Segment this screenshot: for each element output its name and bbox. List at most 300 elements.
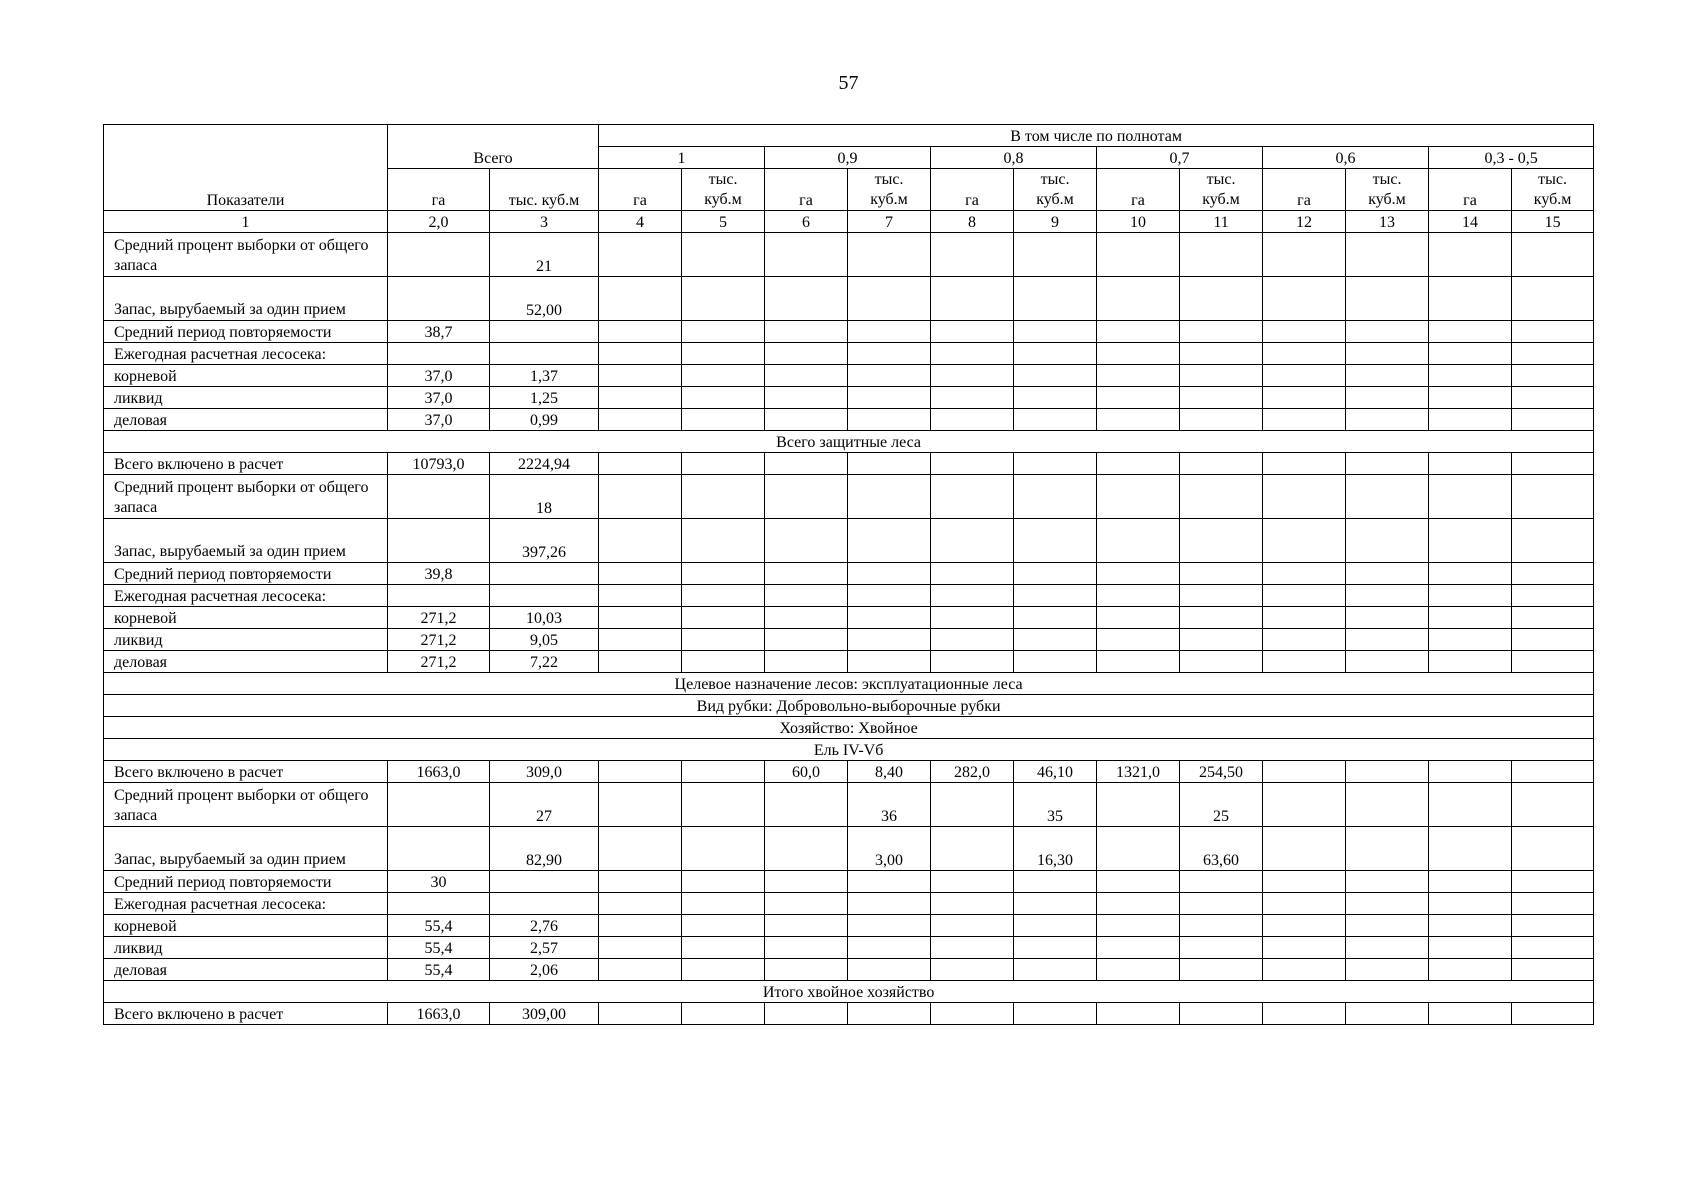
- unit-volume: [1014, 169, 1097, 211]
- table-cell: [1180, 959, 1263, 981]
- row-label: корневой: [104, 365, 388, 387]
- table-cell: [1014, 519, 1097, 563]
- table-cell: [1512, 871, 1594, 893]
- table-cell: [1263, 277, 1346, 321]
- table-cell: 254,50: [1180, 761, 1263, 783]
- table-cell: 1663,0: [388, 761, 490, 783]
- table-cell: [388, 233, 490, 277]
- table-cell: [682, 563, 765, 585]
- table-cell: [1512, 277, 1594, 321]
- row-label: Запас, вырубаемый за один прием: [104, 277, 388, 321]
- table-cell: [1014, 607, 1097, 629]
- table-cell: [931, 871, 1014, 893]
- table-cell: [765, 233, 848, 277]
- row-label: Ежегодная расчетная лесосека:: [104, 343, 388, 365]
- table-cell: [931, 233, 1014, 277]
- table-cell: [1014, 915, 1097, 937]
- table-cell: [1263, 343, 1346, 365]
- table-cell: [1429, 651, 1512, 673]
- row-label: деловая: [104, 959, 388, 981]
- table-cell: [1097, 1003, 1180, 1025]
- table-cell: [599, 915, 682, 937]
- table-cell: [931, 277, 1014, 321]
- column-number: 13: [1346, 211, 1429, 233]
- table-cell: [1180, 1003, 1263, 1025]
- row-label: Средний период повторяемости: [104, 321, 388, 343]
- unit-volume: [1512, 169, 1594, 211]
- row-label: Ежегодная расчетная лесосека:: [104, 893, 388, 915]
- table-cell: [1180, 585, 1263, 607]
- table-cell: [848, 365, 931, 387]
- table-cell: [1346, 475, 1429, 519]
- table-cell: [682, 629, 765, 651]
- table-cell: [1263, 453, 1346, 475]
- table-cell: [1097, 937, 1180, 959]
- table-cell: [682, 871, 765, 893]
- table-cell: [1180, 937, 1263, 959]
- table-cell: [682, 343, 765, 365]
- table-cell: [765, 519, 848, 563]
- table-cell: 21: [490, 233, 599, 277]
- section-row: [104, 981, 1594, 1003]
- table-cell: [1014, 365, 1097, 387]
- table-cell: [1180, 629, 1263, 651]
- table-cell: [1429, 871, 1512, 893]
- row-label: Средний процент выборки от общего запаса: [104, 783, 388, 827]
- unit-ha: га: [931, 169, 1014, 211]
- table-cell: 46,10: [1014, 761, 1097, 783]
- table-cell: [1263, 585, 1346, 607]
- table-cell: [1429, 409, 1512, 431]
- section-title: Всего защитные леса: [104, 431, 1594, 453]
- table-cell: [490, 871, 599, 893]
- table-cell: [931, 959, 1014, 981]
- table-cell: [931, 475, 1014, 519]
- table-cell: 271,2: [388, 629, 490, 651]
- table-cell: [765, 651, 848, 673]
- table-row: [104, 453, 1594, 475]
- table-cell: [1429, 277, 1512, 321]
- row-label: деловая: [104, 409, 388, 431]
- table-cell: [1014, 959, 1097, 981]
- table-cell: [1512, 893, 1594, 915]
- table-cell: [1097, 585, 1180, 607]
- unit-volume-top: тыс.: [874, 171, 904, 188]
- table-cell: [931, 321, 1014, 343]
- table-row: [104, 959, 1594, 981]
- table-cell: [1263, 563, 1346, 585]
- table-cell: [1263, 629, 1346, 651]
- table-cell: [931, 343, 1014, 365]
- unit-volume: [682, 169, 765, 211]
- table-cell: [765, 277, 848, 321]
- unit-ha-total: га: [388, 169, 490, 211]
- table-cell: [599, 409, 682, 431]
- table-cell: [682, 959, 765, 981]
- table-cell: [1180, 871, 1263, 893]
- table-cell: [1512, 409, 1594, 431]
- unit-volume-bottom: куб.м: [870, 191, 908, 208]
- table-cell: [1512, 475, 1594, 519]
- table-cell: [1263, 607, 1346, 629]
- table-cell: 309,00: [490, 1003, 599, 1025]
- table-cell: [388, 519, 490, 563]
- table-cell: [1346, 585, 1429, 607]
- table-cell: [599, 607, 682, 629]
- table-row: [104, 233, 1594, 277]
- table-row: [104, 893, 1594, 915]
- row-label: ликвид: [104, 629, 388, 651]
- table-cell: [1346, 651, 1429, 673]
- row-label: Средний процент выборки от общего запаса: [104, 233, 388, 277]
- table-cell: [490, 585, 599, 607]
- table-cell: [599, 585, 682, 607]
- unit-ha: га: [1429, 169, 1512, 211]
- table-cell: 18: [490, 475, 599, 519]
- table-cell: [848, 387, 931, 409]
- table-cell: [931, 563, 1014, 585]
- table-cell: 35: [1014, 783, 1097, 827]
- unit-volume-bottom: куб.м: [1202, 191, 1240, 208]
- table-cell: 38,7: [388, 321, 490, 343]
- table-cell: [1180, 893, 1263, 915]
- table-cell: [1346, 783, 1429, 827]
- table-cell: [1097, 563, 1180, 585]
- table-cell: 2,76: [490, 915, 599, 937]
- table-cell: [1180, 453, 1263, 475]
- table-cell: 37,0: [388, 387, 490, 409]
- table-cell: [682, 827, 765, 871]
- table-cell: [1097, 475, 1180, 519]
- table-cell: 2,06: [490, 959, 599, 981]
- table-cell: [848, 277, 931, 321]
- row-label: ликвид: [104, 937, 388, 959]
- table-cell: [1097, 387, 1180, 409]
- table-cell: [599, 783, 682, 827]
- table-cell: [1014, 937, 1097, 959]
- table-cell: [1512, 651, 1594, 673]
- table-cell: [848, 519, 931, 563]
- table-cell: [848, 871, 931, 893]
- density-03-05-header: 0,3 - 0,5: [1429, 147, 1594, 169]
- table-cell: [848, 915, 931, 937]
- table-cell: [1097, 959, 1180, 981]
- table-cell: 10,03: [490, 607, 599, 629]
- table-cell: [931, 629, 1014, 651]
- table-cell: [1429, 761, 1512, 783]
- table-cell: [1346, 563, 1429, 585]
- table-cell: [1429, 937, 1512, 959]
- table-cell: [1014, 387, 1097, 409]
- table-cell: [490, 563, 599, 585]
- by-density-header: В том числе по полнотам: [599, 125, 1594, 147]
- section-row: [104, 739, 1594, 761]
- table-cell: [848, 629, 931, 651]
- table-cell: [931, 1003, 1014, 1025]
- table-cell: [490, 321, 599, 343]
- table-cell: [1097, 651, 1180, 673]
- table-cell: [599, 563, 682, 585]
- table-cell: [1014, 233, 1097, 277]
- table-cell: [931, 453, 1014, 475]
- row-label: Средний период повторяемости: [104, 563, 388, 585]
- table-cell: 63,60: [1180, 827, 1263, 871]
- table-cell: [599, 387, 682, 409]
- table-cell: [1512, 321, 1594, 343]
- table-cell: 55,4: [388, 959, 490, 981]
- table-row: [104, 827, 1594, 871]
- table-cell: [388, 585, 490, 607]
- table-cell: 37,0: [388, 409, 490, 431]
- table-cell: [682, 607, 765, 629]
- table-cell: [1097, 365, 1180, 387]
- table-cell: [599, 343, 682, 365]
- table-row: [104, 563, 1594, 585]
- table-cell: [682, 475, 765, 519]
- table-cell: 55,4: [388, 915, 490, 937]
- table-cell: [1014, 409, 1097, 431]
- table-row: [104, 783, 1594, 827]
- table-cell: [599, 959, 682, 981]
- unit-volume-top: тыс.: [1040, 171, 1070, 188]
- table-cell: [599, 761, 682, 783]
- section-row: [104, 431, 1594, 453]
- table-cell: [1429, 893, 1512, 915]
- table-cell: [1180, 233, 1263, 277]
- column-number: 5: [682, 211, 765, 233]
- table-cell: [1263, 959, 1346, 981]
- table-cell: [1429, 321, 1512, 343]
- table-cell: [1429, 827, 1512, 871]
- table-cell: [388, 893, 490, 915]
- table-cell: 82,90: [490, 827, 599, 871]
- table-cell: [1180, 607, 1263, 629]
- column-number: 14: [1429, 211, 1512, 233]
- unit-ha: га: [765, 169, 848, 211]
- unit-volume-bottom: куб.м: [1368, 191, 1406, 208]
- table-cell: [765, 365, 848, 387]
- table-cell: [1346, 365, 1429, 387]
- table-cell: [1263, 519, 1346, 563]
- table-cell: [599, 893, 682, 915]
- column-numbers-row: [104, 211, 1594, 233]
- table-cell: [1512, 915, 1594, 937]
- table-row: [104, 871, 1594, 893]
- table-cell: [1097, 783, 1180, 827]
- table-cell: [1429, 365, 1512, 387]
- table-row: [104, 585, 1594, 607]
- table-cell: [682, 585, 765, 607]
- table-row: [104, 761, 1594, 783]
- table-row: [104, 915, 1594, 937]
- table-cell: [1263, 387, 1346, 409]
- table-cell: [1180, 519, 1263, 563]
- density-1-header: 1: [599, 147, 765, 169]
- table-cell: [1263, 937, 1346, 959]
- table-cell: [931, 651, 1014, 673]
- table-cell: [1014, 629, 1097, 651]
- table-cell: [1429, 585, 1512, 607]
- table-cell: [1346, 871, 1429, 893]
- row-label: Всего включено в расчет: [104, 1003, 388, 1025]
- table-cell: [682, 321, 765, 343]
- table-cell: [765, 409, 848, 431]
- table-cell: [1512, 519, 1594, 563]
- table-cell: [1346, 893, 1429, 915]
- table-cell: [1512, 453, 1594, 475]
- density-09-header: 0,9: [765, 147, 931, 169]
- unit-volume: [848, 169, 931, 211]
- section-title: Хозяйство: Хвойное: [104, 717, 1594, 739]
- column-number: 3: [490, 211, 599, 233]
- table-cell: [848, 475, 931, 519]
- table-cell: [1263, 761, 1346, 783]
- table-cell: [765, 453, 848, 475]
- table-cell: [1014, 585, 1097, 607]
- table-cell: [765, 893, 848, 915]
- table-cell: [682, 409, 765, 431]
- table-cell: [682, 277, 765, 321]
- row-label: корневой: [104, 607, 388, 629]
- table-cell: 8,40: [848, 761, 931, 783]
- column-number: 10: [1097, 211, 1180, 233]
- table-cell: [1512, 585, 1594, 607]
- unit-volume-top: тыс.: [1538, 171, 1568, 188]
- table-row: [104, 607, 1594, 629]
- section-row: [104, 717, 1594, 739]
- table-cell: [765, 321, 848, 343]
- table-row: [104, 277, 1594, 321]
- table-cell: [1512, 365, 1594, 387]
- table-cell: [1346, 937, 1429, 959]
- table-cell: [765, 585, 848, 607]
- table-cell: [1014, 563, 1097, 585]
- page-number: 57: [838, 72, 859, 94]
- table-cell: 25: [1180, 783, 1263, 827]
- table-cell: [682, 783, 765, 827]
- row-label: Запас, вырубаемый за один прием: [104, 519, 388, 563]
- table-cell: [1180, 915, 1263, 937]
- table-cell: [931, 585, 1014, 607]
- table-cell: [765, 387, 848, 409]
- unit-ha: га: [599, 169, 682, 211]
- table-cell: [931, 937, 1014, 959]
- table-cell: [931, 365, 1014, 387]
- table-row: [104, 519, 1594, 563]
- table-cell: [1263, 651, 1346, 673]
- table-cell: [1180, 343, 1263, 365]
- table-cell: [848, 321, 931, 343]
- table-cell: [765, 1003, 848, 1025]
- row-label: ликвид: [104, 387, 388, 409]
- table-cell: [848, 563, 931, 585]
- table-cell: [682, 365, 765, 387]
- table-row: [104, 1003, 1594, 1025]
- table-cell: [1263, 915, 1346, 937]
- table-cell: 39,8: [388, 563, 490, 585]
- row-label: Средний период повторяемости: [104, 871, 388, 893]
- density-08-header: 0,8: [931, 147, 1097, 169]
- table-cell: [1263, 783, 1346, 827]
- table-cell: [848, 343, 931, 365]
- table-cell: [1014, 1003, 1097, 1025]
- table-cell: [1429, 233, 1512, 277]
- table-cell: [765, 937, 848, 959]
- unit-volume-bottom: куб.м: [704, 191, 742, 208]
- column-number: 2,0: [388, 211, 490, 233]
- row-label: Ежегодная расчетная лесосека:: [104, 585, 388, 607]
- table-cell: [765, 475, 848, 519]
- table-cell: [599, 365, 682, 387]
- column-number: 7: [848, 211, 931, 233]
- density-07-header: 0,7: [1097, 147, 1263, 169]
- table-cell: [931, 827, 1014, 871]
- column-number: 11: [1180, 211, 1263, 233]
- table-row: [104, 629, 1594, 651]
- section-row: [104, 673, 1594, 695]
- table-cell: [682, 937, 765, 959]
- table-cell: 1,37: [490, 365, 599, 387]
- table-cell: 60,0: [765, 761, 848, 783]
- table-cell: 36: [848, 783, 931, 827]
- table-cell: 1321,0: [1097, 761, 1180, 783]
- section-title: Вид рубки: Добровольно-выборочные рубки: [104, 695, 1594, 717]
- table-cell: [848, 453, 931, 475]
- table-cell: [931, 607, 1014, 629]
- row-label: Всего включено в расчет: [104, 761, 388, 783]
- table-cell: [765, 783, 848, 827]
- table-cell: [1512, 387, 1594, 409]
- table-cell: 55,4: [388, 937, 490, 959]
- table-cell: [1097, 453, 1180, 475]
- column-number: 6: [765, 211, 848, 233]
- table-cell: [682, 1003, 765, 1025]
- table-cell: [1346, 607, 1429, 629]
- table-cell: [1346, 277, 1429, 321]
- table-cell: [848, 937, 931, 959]
- table-cell: [682, 453, 765, 475]
- section-title: Итого хвойное хозяйство: [104, 981, 1594, 1003]
- indicators-header: Показатели: [104, 125, 388, 211]
- table-cell: [1014, 893, 1097, 915]
- section-row: [104, 695, 1594, 717]
- table-cell: [1014, 475, 1097, 519]
- table-cell: 309,0: [490, 761, 599, 783]
- table-cell: [599, 233, 682, 277]
- column-number: 9: [1014, 211, 1097, 233]
- forest-cutting-table: [103, 124, 1594, 1025]
- table-cell: [765, 607, 848, 629]
- table-cell: [1429, 387, 1512, 409]
- table-cell: [848, 1003, 931, 1025]
- table-cell: [599, 871, 682, 893]
- table-cell: [388, 475, 490, 519]
- table-cell: [1263, 365, 1346, 387]
- table-cell: [1429, 607, 1512, 629]
- table-cell: [599, 937, 682, 959]
- table-cell: [599, 453, 682, 475]
- table-cell: [599, 651, 682, 673]
- table-cell: [1346, 343, 1429, 365]
- table-cell: [1180, 365, 1263, 387]
- table-cell: [388, 783, 490, 827]
- table-cell: [1512, 1003, 1594, 1025]
- table-cell: [765, 959, 848, 981]
- table-cell: [765, 915, 848, 937]
- table-cell: 52,00: [490, 277, 599, 321]
- table-cell: 37,0: [388, 365, 490, 387]
- unit-volume-total: тыс. куб.м: [490, 169, 599, 211]
